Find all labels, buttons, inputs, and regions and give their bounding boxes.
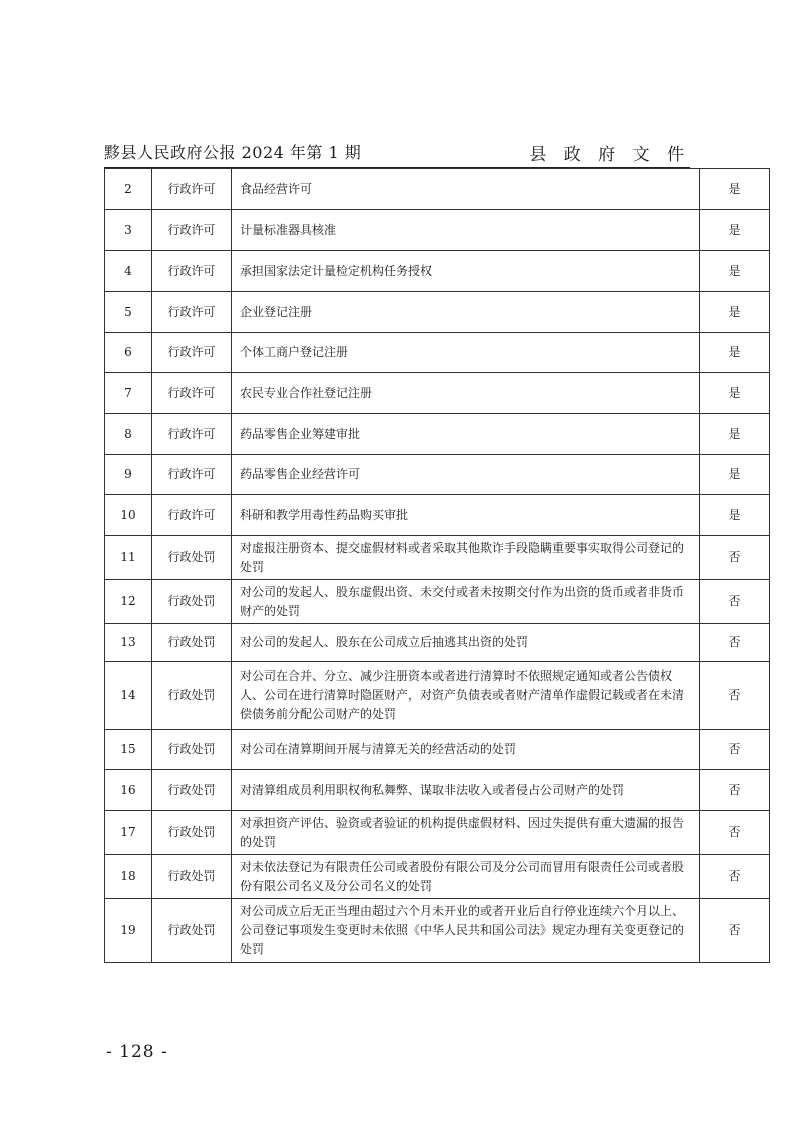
- item-flag: 否: [700, 899, 770, 963]
- table-row: [105, 624, 770, 662]
- item-name: 对未依法登记为有限责任公司或者股份有限公司及分公司而冒用有限责任公司或者股份有限公司名义及分公司名义的处罚: [232, 855, 700, 899]
- item-flag: 是: [700, 210, 770, 251]
- table-row: [105, 169, 770, 210]
- table-row: [105, 899, 770, 963]
- table-row: [105, 580, 770, 624]
- item-flag: 是: [700, 292, 770, 333]
- bulletin-title: 黟县人民政府公报 2024 年第 1 期: [104, 143, 362, 162]
- item-type: 行政处罚: [152, 662, 232, 730]
- row-number: 15: [105, 730, 152, 770]
- row-number: 9: [105, 455, 152, 495]
- table-row: [105, 333, 770, 373]
- item-flag: 是: [700, 495, 770, 536]
- row-number: 19: [105, 899, 152, 963]
- item-type: 行政许可: [152, 210, 232, 251]
- row-number: 18: [105, 855, 152, 899]
- row-number: 14: [105, 662, 152, 730]
- row-number: 17: [105, 811, 152, 855]
- item-type: 行政处罚: [152, 770, 232, 811]
- item-type: 行政许可: [152, 495, 232, 536]
- table-row: [105, 292, 770, 333]
- item-name: 食品经营许可: [232, 169, 700, 210]
- row-number: 4: [105, 251, 152, 292]
- item-name: 药品零售企业筹建审批: [232, 414, 700, 455]
- item-type: 行政许可: [152, 251, 232, 292]
- item-name: 计量标准器具核准: [232, 210, 700, 251]
- item-name: 对公司在清算期间开展与清算无关的经营活动的处罚: [232, 730, 700, 770]
- row-number: 13: [105, 624, 152, 662]
- page-number: - 128 -: [106, 1042, 168, 1062]
- items-table: [104, 168, 770, 963]
- item-name: 科研和教学用毒性药品购买审批: [232, 495, 700, 536]
- row-number: 3: [105, 210, 152, 251]
- row-number: 2: [105, 169, 152, 210]
- table-row: [105, 855, 770, 899]
- table-row: [105, 495, 770, 536]
- item-type: 行政许可: [152, 373, 232, 414]
- item-name: 对公司成立后无正当理由超过六个月未开业的或者开业后自行停业连续六个月以上、公司登记事项发生变更时未依照《中华人民共和国公司法》规定办理有关变更登记的处罚: [232, 899, 700, 963]
- item-name: 企业登记注册: [232, 292, 700, 333]
- item-type: 行政处罚: [152, 730, 232, 770]
- item-name: 对公司在合并、分立、减少注册资本或者进行清算时不依照规定通知或者公告债权人、公司在进行清算时隐匿财产，对资产负债表或者财产清单作虚假记载或者在未清偿债务前分配公司财产的处罚: [232, 662, 700, 730]
- item-flag: 否: [700, 811, 770, 855]
- item-flag: 否: [700, 536, 770, 580]
- row-number: 8: [105, 414, 152, 455]
- item-type: 行政许可: [152, 414, 232, 455]
- item-type: 行政许可: [152, 455, 232, 495]
- item-name: 对公司的发起人、股东在公司成立后抽逃其出资的处罚: [232, 624, 700, 662]
- item-flag: 否: [700, 730, 770, 770]
- item-type: 行政处罚: [152, 536, 232, 580]
- row-number: 10: [105, 495, 152, 536]
- row-number: 7: [105, 373, 152, 414]
- item-name: 农民专业合作社登记注册: [232, 373, 700, 414]
- table-row: [105, 373, 770, 414]
- table-row: [105, 210, 770, 251]
- item-type: 行政许可: [152, 169, 232, 210]
- item-flag: 否: [700, 770, 770, 811]
- table-row: [105, 455, 770, 495]
- item-flag: 否: [700, 855, 770, 899]
- item-name: 对公司的发起人、股东虚假出资、未交付或者未按期交付作为出资的货币或者非货币财产的处罚: [232, 580, 700, 624]
- row-number: 5: [105, 292, 152, 333]
- item-name: 对清算组成员利用职权徇私舞弊、谋取非法收入或者侵占公司财产的处罚: [232, 770, 700, 811]
- item-type: 行政许可: [152, 333, 232, 373]
- table-row: [105, 811, 770, 855]
- section-title: 县 政 府 文 件: [529, 145, 690, 165]
- item-type: 行政处罚: [152, 580, 232, 624]
- page-header: [104, 140, 690, 164]
- table-row: [105, 662, 770, 730]
- item-type: 行政处罚: [152, 624, 232, 662]
- item-name: 个体工商户登记注册: [232, 333, 700, 373]
- row-number: 12: [105, 580, 152, 624]
- item-flag: 是: [700, 333, 770, 373]
- item-name: 药品零售企业经营许可: [232, 455, 700, 495]
- item-type: 行政许可: [152, 292, 232, 333]
- item-name: 对虚报注册资本、提交虚假材料或者采取其他欺诈手段隐瞒重要事实取得公司登记的处罚: [232, 536, 700, 580]
- items-table-body: [105, 169, 770, 963]
- table-row: [105, 770, 770, 811]
- item-flag: 是: [700, 373, 770, 414]
- table-row: [105, 251, 770, 292]
- row-number: 6: [105, 333, 152, 373]
- item-name: 对承担资产评估、验资或者验证的机构提供虚假材料、因过失提供有重大遗漏的报告的处罚: [232, 811, 700, 855]
- item-flag: 否: [700, 580, 770, 624]
- table-row: [105, 536, 770, 580]
- item-type: 行政处罚: [152, 811, 232, 855]
- item-flag: 否: [700, 624, 770, 662]
- item-type: 行政处罚: [152, 899, 232, 963]
- item-flag: 是: [700, 414, 770, 455]
- item-name: 承担国家法定计量检定机构任务授权: [232, 251, 700, 292]
- row-number: 16: [105, 770, 152, 811]
- table-row: [105, 730, 770, 770]
- item-flag: 是: [700, 251, 770, 292]
- item-type: 行政处罚: [152, 855, 232, 899]
- item-flag: 否: [700, 662, 770, 730]
- item-flag: 是: [700, 455, 770, 495]
- item-flag: 是: [700, 169, 770, 210]
- row-number: 11: [105, 536, 152, 580]
- table-row: [105, 414, 770, 455]
